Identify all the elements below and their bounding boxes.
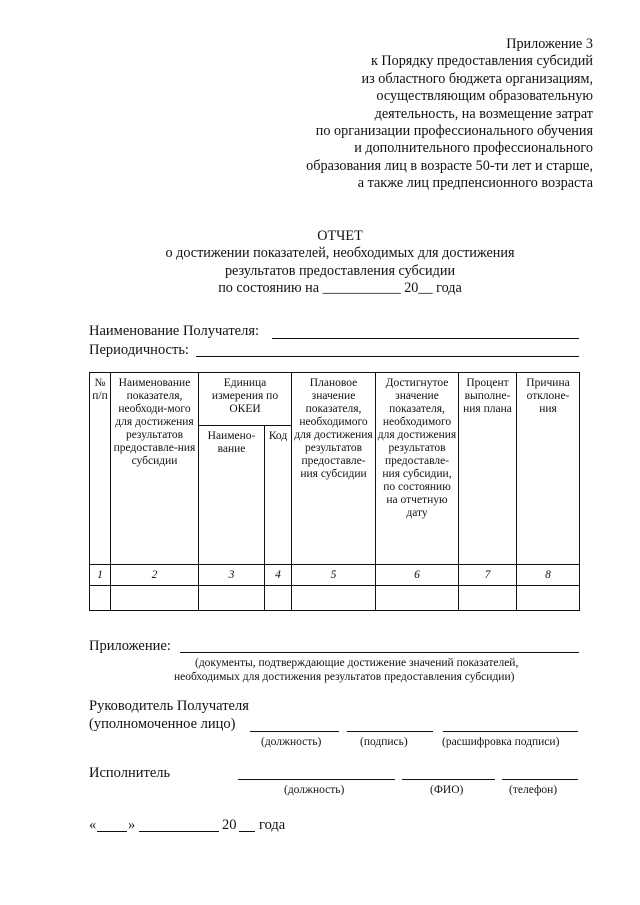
head-signature-line[interactable] xyxy=(347,731,433,732)
attachment-label: Приложение: xyxy=(89,638,171,654)
table-cell[interactable] xyxy=(111,586,199,611)
column-number: 5 xyxy=(292,565,376,586)
head-label: Руководитель Получателя xyxy=(89,698,249,714)
recipient-input-line[interactable] xyxy=(272,338,579,339)
table-cell[interactable] xyxy=(265,586,292,611)
appendix-line: деятельность, на возмещение затрат xyxy=(374,105,593,122)
executor-fio-line[interactable] xyxy=(402,779,495,780)
report-date-line xyxy=(130,280,550,297)
appendix-line: к Порядку предоставления субсидий xyxy=(370,53,593,70)
head-label-authorized: (уполномоченное лицо) xyxy=(89,716,236,732)
recipient-label: Наименование Получателя: xyxy=(89,323,260,339)
table-cell[interactable] xyxy=(459,586,517,611)
header-unit-name: Наимено-вание xyxy=(199,426,265,565)
head-signature-caption: (подпись) xyxy=(360,736,408,748)
header-achieved: Достигнутое значение показателя, необходимого для достижения результатов предоставле-ния субсидии, по состоянию на отчетную дату xyxy=(376,373,459,565)
appendix-line: из областного бюджета организациям, xyxy=(361,70,593,87)
column-number: 2 xyxy=(111,565,199,586)
date-year-prefix: 20 xyxy=(222,817,237,833)
date-close-quote: » xyxy=(128,817,136,833)
executor-label: Исполнитель xyxy=(89,765,171,781)
attachment-caption: необходимых для достижения результатов предоставления субсидии) xyxy=(174,671,515,683)
appendix-line: осуществляющим образовательную xyxy=(376,88,593,105)
executor-position-line[interactable] xyxy=(238,779,395,780)
table-cell[interactable] xyxy=(376,586,459,611)
executor-fio-caption: (ФИО) xyxy=(430,784,464,796)
attachment-input-line[interactable] xyxy=(180,652,579,653)
table-row[interactable] xyxy=(90,586,580,611)
executor-phone-caption: (телефон) xyxy=(509,784,558,796)
report-date-year: 20__ года xyxy=(404,280,462,297)
table-cell[interactable] xyxy=(292,586,376,611)
column-number: 3 xyxy=(199,565,265,586)
date-month-line[interactable] xyxy=(139,831,219,832)
appendix-line: по организации профессионального обучения xyxy=(315,123,593,140)
executor-position-caption: (должность) xyxy=(284,784,345,796)
header-num: № п/п xyxy=(90,373,111,565)
indicators-table xyxy=(89,372,580,611)
column-number: 7 xyxy=(459,565,517,586)
appendix-line: а также лиц предпенсионного возраста xyxy=(357,175,593,192)
table-cell[interactable] xyxy=(199,586,265,611)
table-cell[interactable] xyxy=(90,586,111,611)
periodicity-input-line[interactable] xyxy=(196,356,579,357)
header-unit-code: Код xyxy=(265,426,292,565)
periodicity-label: Периодичность: xyxy=(89,342,189,358)
attachment-caption: (документы, подтверждающие достижение значений показателей, xyxy=(195,657,519,669)
report-heading: ОТЧЕТ xyxy=(317,228,363,244)
header-unit: Единица измерения по ОКЕИ xyxy=(199,373,292,426)
date-open-quote: « xyxy=(89,817,97,833)
appendix-line: и дополнительного профессионального xyxy=(354,140,593,157)
head-decoding-line[interactable] xyxy=(443,731,578,732)
table-header-row xyxy=(90,373,580,426)
appendix-line: образования лиц в возрасте 50-ти лет и старше, xyxy=(306,157,593,174)
appendix-header xyxy=(306,36,593,193)
report-title-block xyxy=(130,228,550,298)
header-reason: Причина отклоне-ния xyxy=(517,373,580,565)
executor-phone-line[interactable] xyxy=(502,779,578,780)
column-number-row xyxy=(90,565,580,586)
appendix-line: Приложение 3 xyxy=(506,36,593,52)
column-number: 4 xyxy=(265,565,292,586)
column-number: 6 xyxy=(376,565,459,586)
date-day-line[interactable] xyxy=(97,831,127,832)
header-indicator: Наименование показателя, необходи-мого для достижения результатов предоставле-ния субсидии xyxy=(111,373,199,565)
head-position-line[interactable] xyxy=(250,731,339,732)
column-number: 8 xyxy=(517,565,580,586)
report-date-blank[interactable]: ___________ xyxy=(322,280,401,297)
report-subtitle-line: о достижении показателей, необходимых для достижения xyxy=(165,245,515,262)
table-cell[interactable] xyxy=(517,586,580,611)
date-year-suffix: года xyxy=(259,817,286,833)
head-position-caption: (должность) xyxy=(261,736,322,748)
date-year-line[interactable] xyxy=(239,831,255,832)
report-subtitle-line: результатов предоставления субсидии xyxy=(224,262,456,279)
report-date-prefix: по состоянию на xyxy=(218,280,320,297)
head-decoding-caption: (расшифровка подписи) xyxy=(442,736,560,748)
header-planned: Плановое значение показателя, необходимого для достижения результатов предоставле-ния субсидии xyxy=(292,373,376,565)
header-percent: Процент выполне-ния плана xyxy=(459,373,517,565)
column-number: 1 xyxy=(90,565,111,586)
